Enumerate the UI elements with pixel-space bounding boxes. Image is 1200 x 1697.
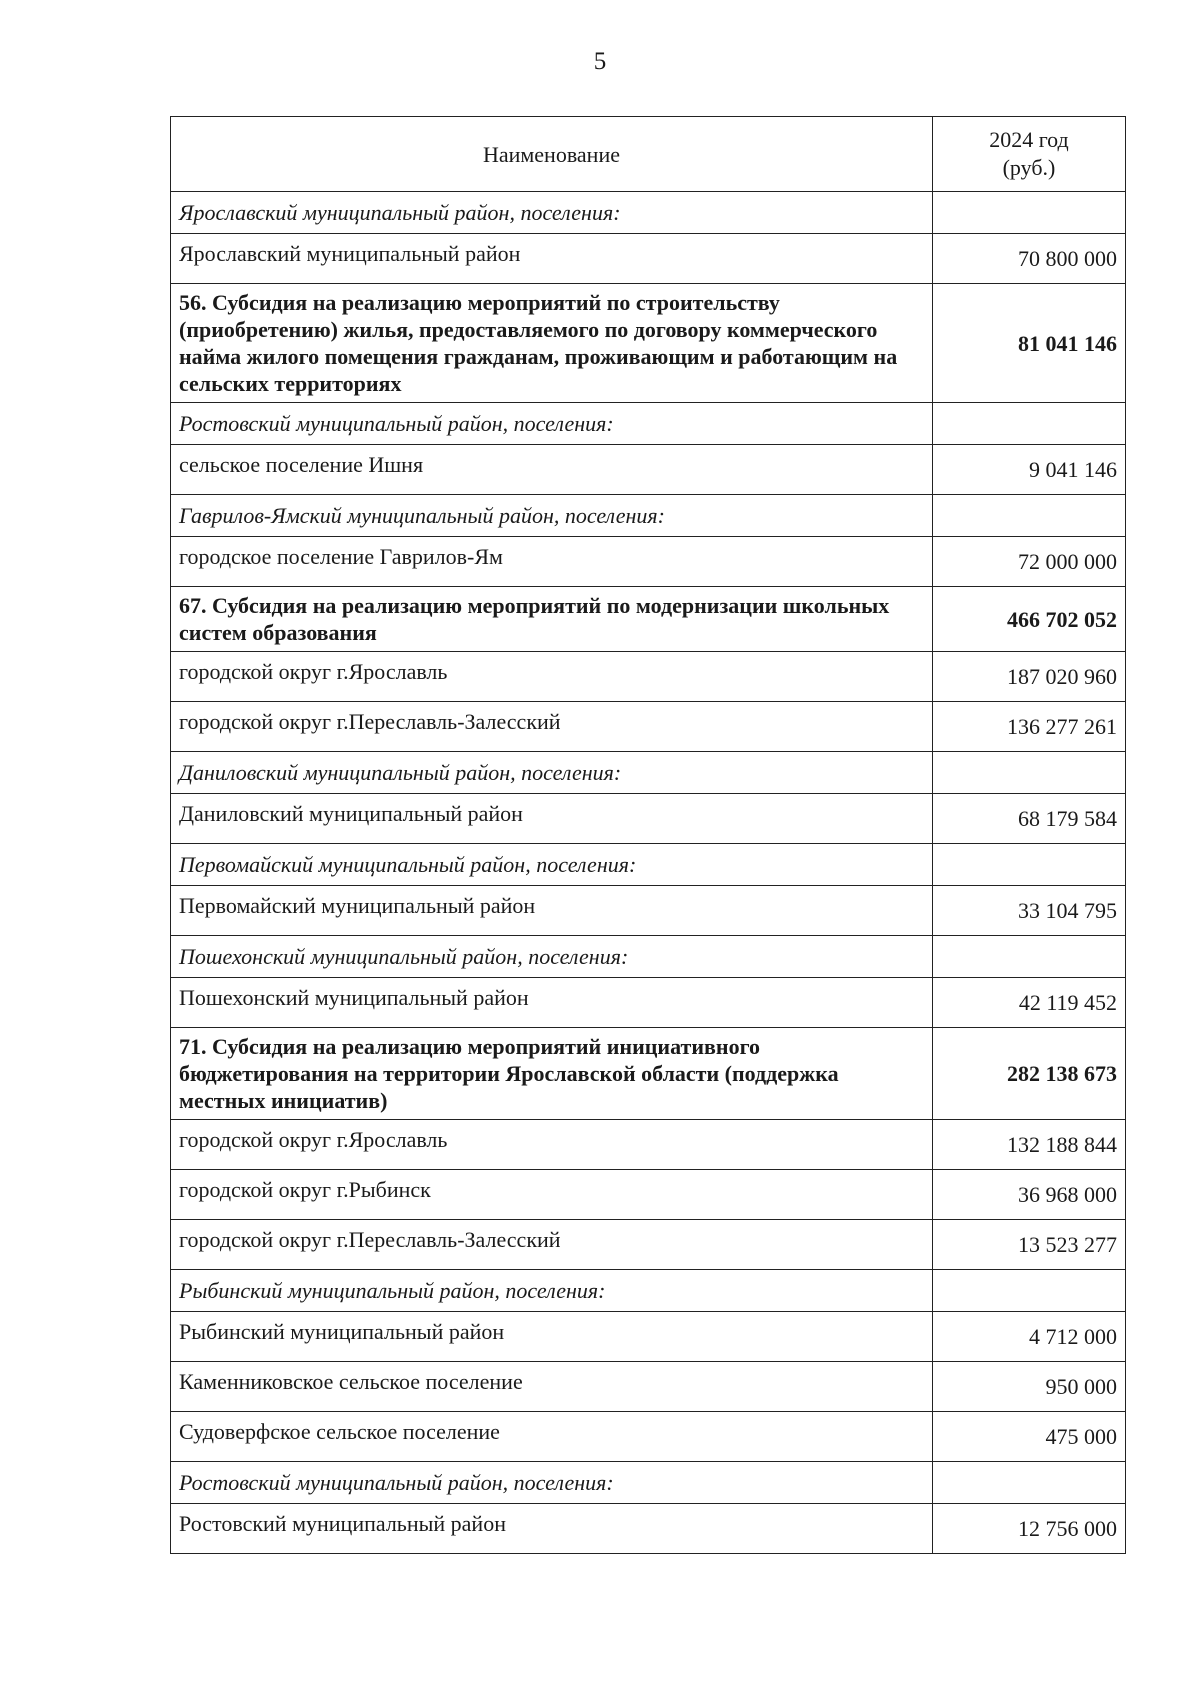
row-name: Рыбинский муниципальный район xyxy=(171,1312,933,1362)
row-amount: 72 000 000 xyxy=(932,537,1125,587)
group-row xyxy=(171,844,1126,886)
row-amount: 136 277 261 xyxy=(932,702,1125,752)
section-row xyxy=(171,1028,1126,1120)
table-row xyxy=(171,1120,1126,1170)
row-amount: 282 138 673 xyxy=(932,1028,1125,1120)
row-name: городской округ г.Переславль-Залесский xyxy=(171,702,933,752)
header-amount-unit: (руб.) xyxy=(1002,155,1056,180)
row-name: Пошехонский муниципальный район, поселения: xyxy=(171,936,933,978)
group-row xyxy=(171,752,1126,794)
row-name: городской округ г.Ярославль xyxy=(171,1120,933,1170)
row-amount xyxy=(932,936,1125,978)
header-amount-year: 2024 год xyxy=(989,127,1069,152)
table-row xyxy=(171,1220,1126,1270)
header-amount xyxy=(932,117,1125,192)
row-amount: 42 119 452 xyxy=(932,978,1125,1028)
row-amount: 68 179 584 xyxy=(932,794,1125,844)
row-amount: 132 188 844 xyxy=(932,1120,1125,1170)
row-name: Ростовский муниципальный район, поселения: xyxy=(171,1462,933,1504)
table-row xyxy=(171,1362,1126,1412)
table-row xyxy=(171,978,1126,1028)
row-name: городской округ г.Переславль-Залесский xyxy=(171,1220,933,1270)
row-name: Даниловский муниципальный район xyxy=(171,794,933,844)
row-amount: 70 800 000 xyxy=(932,234,1125,284)
row-name: Даниловский муниципальный район, поселения: xyxy=(171,752,933,794)
row-amount xyxy=(932,403,1125,445)
row-name: 71. Субсидия на реализацию мероприятий инициативного бюджетирования на территории Ярославской области (поддержка местных инициатив) xyxy=(171,1028,933,1120)
row-amount: 4 712 000 xyxy=(932,1312,1125,1362)
row-name: сельское поселение Ишня xyxy=(171,445,933,495)
row-name: Гаврилов-Ямский муниципальный район, поселения: xyxy=(171,495,933,537)
row-name: Рыбинский муниципальный район, поселения: xyxy=(171,1270,933,1312)
row-name: Первомайский муниципальный район, поселения: xyxy=(171,844,933,886)
row-amount xyxy=(932,1462,1125,1504)
row-amount xyxy=(932,1270,1125,1312)
section-row xyxy=(171,587,1126,652)
row-name: 56. Субсидия на реализацию мероприятий по строительству (приобретению) жилья, предоставляемого по договору коммерческого найма жилого помещения гражданам, проживающим и работающим на сельских территориях xyxy=(171,284,933,403)
table-row xyxy=(171,1504,1126,1554)
row-name: городской округ г.Рыбинск xyxy=(171,1170,933,1220)
section-row xyxy=(171,284,1126,403)
row-amount: 475 000 xyxy=(932,1412,1125,1462)
row-amount: 950 000 xyxy=(932,1362,1125,1412)
row-amount: 33 104 795 xyxy=(932,886,1125,936)
group-row xyxy=(171,936,1126,978)
group-row xyxy=(171,403,1126,445)
table-row xyxy=(171,1412,1126,1462)
row-amount xyxy=(932,844,1125,886)
group-row xyxy=(171,1462,1126,1504)
table-row xyxy=(171,886,1126,936)
group-row xyxy=(171,192,1126,234)
row-name: Первомайский муниципальный район xyxy=(171,886,933,936)
group-row xyxy=(171,495,1126,537)
table-row xyxy=(171,702,1126,752)
row-amount: 13 523 277 xyxy=(932,1220,1125,1270)
row-name: Пошехонский муниципальный район xyxy=(171,978,933,1028)
table-row xyxy=(171,234,1126,284)
subsidy-table xyxy=(170,116,1126,1554)
row-name: Каменниковское сельское поселение xyxy=(171,1362,933,1412)
header-name: Наименование xyxy=(171,117,933,192)
table-row xyxy=(171,537,1126,587)
page-number: 5 xyxy=(593,48,607,75)
table-header-row xyxy=(171,117,1126,192)
row-name: Ростовский муниципальный район xyxy=(171,1504,933,1554)
row-name: Судоверфское сельское поселение xyxy=(171,1412,933,1462)
row-name: Ярославский муниципальный район xyxy=(171,234,933,284)
row-amount xyxy=(932,495,1125,537)
table-body xyxy=(171,192,1126,1554)
row-amount xyxy=(932,752,1125,794)
row-name: городской округ г.Ярославль xyxy=(171,652,933,702)
row-amount: 9 041 146 xyxy=(932,445,1125,495)
table-row xyxy=(171,445,1126,495)
row-name: Ростовский муниципальный район, поселения: xyxy=(171,403,933,445)
table-row xyxy=(171,1170,1126,1220)
row-name: городское поселение Гаврилов-Ям xyxy=(171,537,933,587)
table-row xyxy=(171,1312,1126,1362)
group-row xyxy=(171,1270,1126,1312)
row-name: Ярославский муниципальный район, поселения: xyxy=(171,192,933,234)
table-row xyxy=(171,652,1126,702)
row-amount xyxy=(932,192,1125,234)
row-amount: 466 702 052 xyxy=(932,587,1125,652)
row-amount: 81 041 146 xyxy=(932,284,1125,403)
row-amount: 36 968 000 xyxy=(932,1170,1125,1220)
row-amount: 187 020 960 xyxy=(932,652,1125,702)
row-amount: 12 756 000 xyxy=(932,1504,1125,1554)
table-row xyxy=(171,794,1126,844)
row-name: 67. Субсидия на реализацию мероприятий по модернизации школьных систем образования xyxy=(171,587,933,652)
